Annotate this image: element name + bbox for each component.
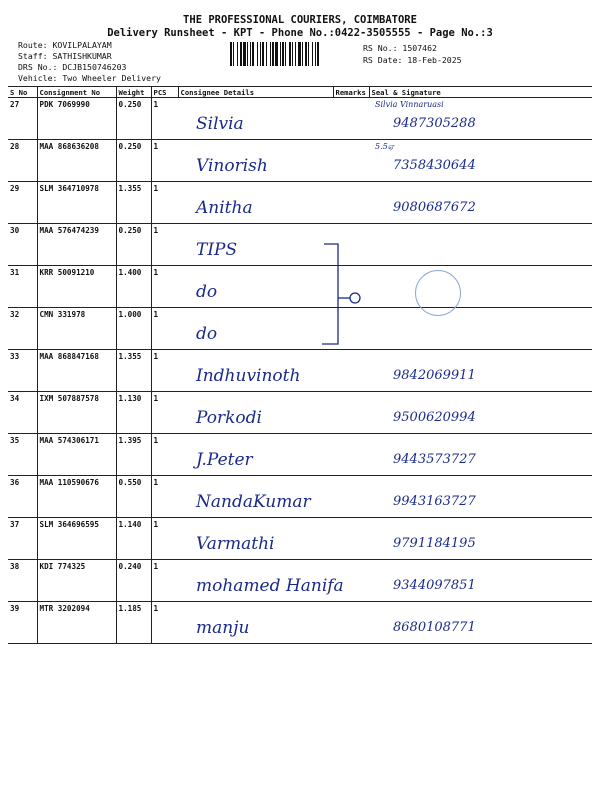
pcs-cell: 1 bbox=[151, 308, 178, 350]
remarks-cell bbox=[333, 602, 369, 644]
consignee-cell bbox=[178, 602, 333, 644]
col-pcs: PCS bbox=[151, 87, 178, 98]
sno-cell: 29 bbox=[8, 182, 37, 224]
consignment-cell: KRR 50091210 bbox=[37, 266, 116, 308]
delivery-table bbox=[8, 86, 592, 644]
remarks-cell bbox=[333, 392, 369, 434]
table-header-row bbox=[8, 87, 592, 98]
consignee-handwriting: do bbox=[196, 324, 218, 344]
consignment-cell: SLM 364710978 bbox=[37, 182, 116, 224]
weight-cell: 0.250 bbox=[116, 98, 151, 140]
pcs-cell: 1 bbox=[151, 98, 178, 140]
signature-cell bbox=[369, 308, 592, 350]
remarks-cell bbox=[333, 518, 369, 560]
pcs-cell: 1 bbox=[151, 266, 178, 308]
signature-phone: 9791184195 bbox=[393, 536, 476, 551]
sno-cell: 28 bbox=[8, 140, 37, 182]
consignee-handwriting: manju bbox=[196, 618, 250, 638]
signature-cell bbox=[369, 224, 592, 266]
consignee-cell bbox=[178, 476, 333, 518]
consignee-cell bbox=[178, 224, 333, 266]
consignee-handwriting: Indhuvinoth bbox=[196, 366, 301, 386]
weight-cell: 1.185 bbox=[116, 602, 151, 644]
weight-cell: 1.130 bbox=[116, 392, 151, 434]
drs-number: DRS No.: DCJB150746203 bbox=[18, 62, 127, 72]
runsheet-subtitle: Delivery Runsheet - KPT - Phone No.:0422-3505555 - Page No.:3 bbox=[107, 27, 493, 39]
barcode-icon bbox=[230, 42, 358, 66]
table-row bbox=[8, 308, 592, 350]
signature-phone: 9842069911 bbox=[393, 368, 476, 383]
weight-cell: 1.000 bbox=[116, 308, 151, 350]
remarks-cell bbox=[333, 350, 369, 392]
signature-phone: 7358430644 bbox=[393, 158, 476, 173]
consignee-handwriting: mohamed Hanifa bbox=[196, 576, 344, 596]
sno-cell: 34 bbox=[8, 392, 37, 434]
table-row bbox=[8, 602, 592, 644]
route-label: Route: KOVILPALAYAM bbox=[18, 40, 112, 50]
weight-cell: 1.355 bbox=[116, 350, 151, 392]
consignee-cell bbox=[178, 182, 333, 224]
remarks-cell bbox=[333, 308, 369, 350]
remarks-cell bbox=[333, 98, 369, 140]
remarks-cell bbox=[333, 476, 369, 518]
sno-cell: 38 bbox=[8, 560, 37, 602]
col-signature: Seal & Signature bbox=[369, 87, 592, 98]
col-sno: S No bbox=[8, 87, 37, 98]
consignee-cell bbox=[178, 266, 333, 308]
vehicle-label: Vehicle: Two Wheeler Delivery bbox=[18, 73, 161, 83]
col-consignee: Consignee Details bbox=[178, 87, 333, 98]
table-row bbox=[8, 140, 592, 182]
signature-phone: 9487305288 bbox=[393, 116, 476, 131]
consignee-handwriting: do bbox=[196, 282, 218, 302]
pcs-cell: 1 bbox=[151, 560, 178, 602]
table-row bbox=[8, 518, 592, 560]
remarks-cell bbox=[333, 140, 369, 182]
staff-label: Staff: SATHISHKUMAR bbox=[18, 51, 112, 61]
pcs-cell: 1 bbox=[151, 518, 178, 560]
table-row bbox=[8, 392, 592, 434]
weight-cell: 1.400 bbox=[116, 266, 151, 308]
consignment-cell: IXM 507887578 bbox=[37, 392, 116, 434]
weight-cell: 0.550 bbox=[116, 476, 151, 518]
signature-cell bbox=[369, 98, 592, 140]
signature-phone: 9943163727 bbox=[393, 494, 476, 509]
col-remarks: Remarks bbox=[333, 87, 369, 98]
consignee-cell bbox=[178, 560, 344, 602]
consignee-handwriting: Silvia bbox=[196, 114, 244, 134]
consignee-handwriting: Porkodi bbox=[196, 408, 262, 428]
consignee-cell bbox=[178, 98, 333, 140]
consignee-handwriting: Vinorish bbox=[196, 156, 268, 176]
table-row bbox=[8, 182, 592, 224]
table-row bbox=[8, 434, 592, 476]
sno-cell: 33 bbox=[8, 350, 37, 392]
consignee-cell bbox=[178, 518, 333, 560]
remarks-cell bbox=[333, 266, 369, 308]
signature-phone: 9344097851 bbox=[393, 578, 476, 593]
consignment-cell: MTR 3202094 bbox=[37, 602, 116, 644]
signature-name: Silvia Vinnaruasi bbox=[375, 100, 444, 109]
remarks-cell bbox=[333, 182, 369, 224]
consignee-handwriting: TIPS bbox=[196, 240, 238, 260]
consignee-handwriting: Varmathi bbox=[196, 534, 275, 554]
signature-cell bbox=[369, 518, 592, 560]
sno-cell: 39 bbox=[8, 602, 37, 644]
company-title: THE PROFESSIONAL COURIERS, COIMBATORE bbox=[183, 14, 417, 26]
consignment-cell: MAA 574306171 bbox=[37, 434, 116, 476]
pcs-cell: 1 bbox=[151, 434, 178, 476]
table-row bbox=[8, 560, 592, 602]
weight-cell: 0.250 bbox=[116, 140, 151, 182]
signature-name: 5.5ஏ bbox=[375, 142, 394, 151]
consignee-cell bbox=[178, 308, 333, 350]
signature-cell bbox=[369, 392, 592, 434]
remarks-cell bbox=[333, 224, 369, 266]
weight-cell: 1.140 bbox=[116, 518, 151, 560]
consignment-cell: SLM 364696595 bbox=[37, 518, 116, 560]
pcs-cell: 1 bbox=[151, 350, 178, 392]
consignee-handwriting: NandaKumar bbox=[196, 492, 311, 512]
signature-cell bbox=[369, 476, 592, 518]
pcs-cell: 1 bbox=[151, 140, 178, 182]
signature-cell bbox=[369, 140, 592, 182]
remarks-cell bbox=[333, 434, 369, 476]
sno-cell: 35 bbox=[8, 434, 37, 476]
signature-phone: 9443573727 bbox=[393, 452, 476, 467]
signature-phone: 9500620994 bbox=[393, 410, 476, 425]
consignment-cell: MAA 110590676 bbox=[37, 476, 116, 518]
table-row bbox=[8, 98, 592, 140]
signature-phone: 9080687672 bbox=[393, 200, 476, 215]
rs-date: RS Date: 18-Feb-2025 bbox=[363, 55, 462, 65]
sno-cell: 31 bbox=[8, 266, 37, 308]
pcs-cell: 1 bbox=[151, 392, 178, 434]
weight-cell: 1.355 bbox=[116, 182, 151, 224]
sno-cell: 36 bbox=[8, 476, 37, 518]
weight-cell: 0.250 bbox=[116, 224, 151, 266]
signature-cell bbox=[369, 602, 592, 644]
consignment-cell: KDI 774325 bbox=[37, 560, 116, 602]
weight-cell: 0.240 bbox=[116, 560, 151, 602]
consignment-cell: CMN 331978 bbox=[37, 308, 116, 350]
table-row bbox=[8, 476, 592, 518]
signature-cell bbox=[369, 350, 592, 392]
consignee-handwriting: J.Peter bbox=[196, 450, 253, 470]
signature-cell bbox=[369, 266, 592, 308]
sno-cell: 32 bbox=[8, 308, 37, 350]
consignee-cell bbox=[178, 392, 333, 434]
consignee-cell bbox=[178, 350, 333, 392]
col-consignment: Consignment No bbox=[37, 87, 116, 98]
table-row bbox=[8, 224, 592, 266]
consignee-handwriting: Anitha bbox=[196, 198, 253, 218]
signature-phone: 8680108771 bbox=[393, 620, 476, 635]
pcs-cell: 1 bbox=[151, 182, 178, 224]
table-row bbox=[8, 350, 592, 392]
consignment-cell: PDK 7069990 bbox=[37, 98, 116, 140]
consignee-cell bbox=[178, 140, 333, 182]
pcs-cell: 1 bbox=[151, 602, 178, 644]
col-weight: Weight bbox=[116, 87, 151, 98]
pcs-cell: 1 bbox=[151, 476, 178, 518]
sno-cell: 30 bbox=[8, 224, 37, 266]
rs-number: RS No.: 1507462 bbox=[363, 43, 437, 53]
sno-cell: 27 bbox=[8, 98, 37, 140]
signature-cell bbox=[369, 560, 592, 602]
weight-cell: 1.395 bbox=[116, 434, 151, 476]
consignment-cell: MAA 868847168 bbox=[37, 350, 116, 392]
consignment-cell: MAA 576474239 bbox=[37, 224, 116, 266]
table-row bbox=[8, 266, 592, 308]
sno-cell: 37 bbox=[8, 518, 37, 560]
pcs-cell: 1 bbox=[151, 224, 178, 266]
consignee-cell bbox=[178, 434, 333, 476]
consignment-cell: MAA 868636208 bbox=[37, 140, 116, 182]
signature-cell bbox=[369, 434, 592, 476]
signature-cell bbox=[369, 182, 592, 224]
